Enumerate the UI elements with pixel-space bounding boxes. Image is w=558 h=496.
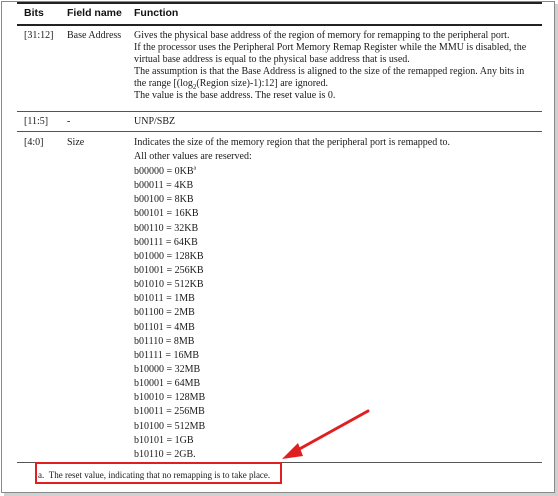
size-encoding-text: b00000 = 0KB: [134, 166, 194, 177]
row2-field-name: -: [67, 116, 71, 127]
header-function: Function: [134, 7, 179, 19]
row1-function-para-1: Gives the physical base address of the region of memory for remapping to the peripheral port.: [134, 30, 510, 41]
size-encoding-text: b01110 = 8MB: [134, 335, 195, 347]
size-encoding-text: b01010 = 512KB: [134, 279, 204, 291]
row2-bits: [11:5]: [24, 116, 49, 127]
size-encoding-text: b00110 = 32KB: [134, 222, 199, 234]
size-encoding-text: b10001 = 64MB: [134, 378, 201, 390]
size-encoding-text: b00011 = 4KB: [134, 180, 194, 192]
row1-function-para-3b: (Region size)-1):12] are ignored.: [196, 78, 328, 89]
log-subscript: 2: [192, 83, 197, 91]
size-encoding-text: b01001 = 256KB: [134, 264, 204, 276]
size-encoding-text: b01111 = 16MB: [134, 349, 200, 361]
row3-field-name: Size: [67, 137, 85, 148]
row1-bits: [31:12]: [24, 30, 54, 41]
row2-function: UNP/SBZ: [134, 116, 176, 127]
row1-field-name: Base Address: [67, 30, 122, 41]
header-bits: Bits: [24, 7, 44, 19]
size-encoding-text: b00101 = 16KB: [134, 208, 199, 220]
row1-function-para-3a: The assumption is that the Base Address is aligned to the size of the remapped region. Any bits in the range [(log: [134, 66, 525, 89]
row1-function-para-4: The value is the base address. The reset value is 0.: [134, 90, 336, 101]
row3-function-note: All other values are reserved:: [134, 151, 252, 162]
size-encoding-text: b01000 = 128KB: [134, 250, 204, 262]
size-encoding-text: b01101 = 4MB: [134, 321, 195, 333]
row1-function-para-2: If the processor uses the Peripheral Port Memory Remap Register while the MMU is disabled, the virtual base address is equal to the physical base address that is used.: [134, 42, 527, 65]
footnote-marker: a.: [38, 470, 45, 480]
size-encoding-text: b01100 = 2MB: [134, 307, 195, 319]
size-encoding-text: b10101 = 1GB: [134, 434, 194, 446]
row3-function-intro: Indicates the size of the memory region that the peripheral port is remapped to.: [134, 137, 451, 148]
size-encoding-text: b10010 = 128MB: [134, 392, 206, 404]
size-encoding-text: b01011 = 1MB: [134, 293, 195, 305]
footnote-reference: a: [193, 165, 197, 172]
size-encoding-text: b00111 = 64KB: [134, 236, 198, 248]
size-encoding-text: b00100 = 8KB: [134, 194, 194, 206]
row3-bits: [4:0]: [24, 137, 44, 148]
size-encoding-text: b10100 = 512MB: [134, 420, 206, 432]
footnote-text: The reset value, indicating that no remapping is to take place.: [48, 470, 271, 480]
size-encoding-text: b10000 = 32MB: [134, 363, 201, 375]
header-field-name: Field name: [67, 7, 122, 19]
size-encoding-text: b10011 = 256MB: [134, 406, 205, 418]
size-encoding-text: b10110 = 2GB.: [134, 448, 196, 460]
